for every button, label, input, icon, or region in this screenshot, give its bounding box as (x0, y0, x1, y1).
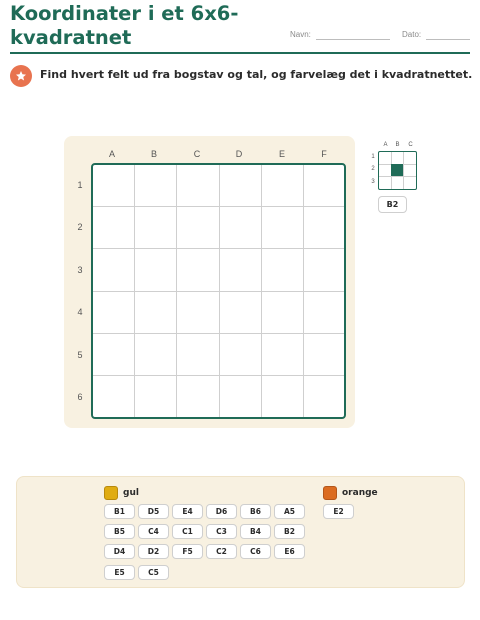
coordinate-chip: B2 (274, 524, 305, 539)
instruction-text: Find hvert felt ud fra bogstav og tal, og farvelæg det i kvadratnettet. (40, 68, 473, 81)
column-label: D (235, 149, 243, 159)
coordinate-chip: F5 (172, 544, 203, 559)
coordinate-chip: C5 (138, 565, 169, 580)
row-label: 3 (77, 265, 83, 275)
coordinate-chip: B4 (240, 524, 271, 539)
column-label: A (108, 149, 115, 159)
coordinate-chip: C4 (138, 524, 169, 539)
worksheet-title: Koordinater i et 6x6-kvadratnet (10, 2, 239, 49)
example-coordinate-chip: B2 (378, 196, 407, 213)
column-label: F (321, 149, 327, 159)
coordinate-chip: E5 (104, 565, 135, 580)
example-row-label: 1 (371, 154, 375, 160)
orange-swatch (323, 486, 337, 500)
coordinate-chip: E4 (172, 504, 203, 519)
yellow-swatch (104, 486, 118, 500)
example-row-label: 2 (371, 166, 375, 172)
instruction-badge (10, 65, 32, 87)
date-label: Dato: (402, 30, 422, 39)
column-label: B (150, 149, 157, 159)
coordinate-chip: E2 (323, 504, 354, 519)
row-label: 4 (77, 307, 83, 317)
example-column-label: C (408, 142, 413, 148)
color-name-yellow: gul (123, 488, 139, 498)
coordinate-chip: C2 (206, 544, 237, 559)
coordinate-chip: C1 (172, 524, 203, 539)
grid-line (93, 248, 344, 249)
grid-line (403, 152, 404, 189)
grid-line (93, 375, 344, 376)
coordinate-chip: E6 (274, 544, 305, 559)
example-column-label: B (395, 142, 400, 148)
coordinate-chip: B1 (104, 504, 135, 519)
example-row-label: 3 (371, 179, 375, 185)
row-label: 6 (77, 392, 83, 402)
column-label: E (278, 149, 285, 159)
coordinate-chip: D5 (138, 504, 169, 519)
grid-line (93, 333, 344, 334)
coordinate-grid[interactable] (91, 163, 346, 419)
grid-line (93, 206, 344, 207)
name-label: Navn: (290, 30, 311, 39)
name-field[interactable] (316, 39, 390, 40)
coordinate-chip: C3 (206, 524, 237, 539)
example-grid (378, 151, 417, 190)
column-label: C (193, 149, 201, 159)
grid-line (379, 176, 416, 177)
coordinate-chip: D6 (206, 504, 237, 519)
row-label: 5 (77, 350, 83, 360)
coordinate-chip: A5 (274, 504, 305, 519)
example-column-label: A (383, 142, 388, 148)
row-label: 1 (77, 180, 83, 190)
coordinate-chip: D2 (138, 544, 169, 559)
color-name-orange: orange (342, 488, 378, 498)
coordinate-chip: C6 (240, 544, 271, 559)
star-icon (15, 70, 27, 82)
grid-line (93, 291, 344, 292)
coordinate-chip: B6 (240, 504, 271, 519)
row-label: 2 (77, 222, 83, 232)
date-field[interactable] (426, 39, 470, 40)
header-divider (10, 52, 470, 54)
coordinate-chip: B5 (104, 524, 135, 539)
coordinate-chip: D4 (104, 544, 135, 559)
example-filled-cell (391, 164, 403, 176)
